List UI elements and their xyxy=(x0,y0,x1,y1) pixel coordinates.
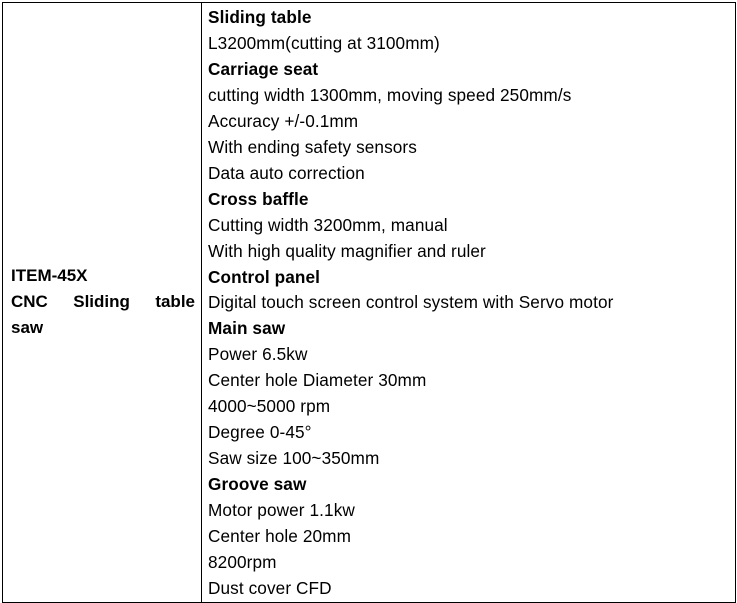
spec-item: Center hole Diameter 30mm xyxy=(208,370,427,391)
spec-item: Center hole 20mm xyxy=(208,526,351,547)
spec-item: Accuracy +/-0.1mm xyxy=(208,110,359,131)
spec-section-heading: Cross baffle xyxy=(208,188,309,209)
spec-list xyxy=(208,5,735,602)
item-title: CNC Sliding table xyxy=(11,292,195,312)
item-title-continued: saw xyxy=(11,318,44,338)
spec-list-cell xyxy=(202,3,736,603)
item-name-cell xyxy=(3,3,202,603)
spec-item: Dust cover CFD xyxy=(208,577,332,598)
spec-table xyxy=(2,2,736,603)
item-code: ITEM-45X xyxy=(11,266,88,286)
spec-item: 8200rpm xyxy=(208,552,277,573)
spec-item: Cutting width 3200mm, manual xyxy=(208,214,448,235)
spec-item: Digital touch screen control system with Servo motor xyxy=(208,292,614,313)
table-row xyxy=(3,3,736,603)
spec-item: Power 6.5kw xyxy=(208,344,308,365)
spec-item: Motor power 1.1kw xyxy=(208,500,355,521)
spec-section-heading: Control panel xyxy=(208,266,321,287)
spec-section-heading: Main saw xyxy=(208,318,286,339)
spec-section-heading: Carriage seat xyxy=(208,58,319,79)
spec-item: With ending safety sensors xyxy=(208,136,417,157)
spec-section-heading: Groove saw xyxy=(208,474,307,495)
spec-item: cutting width 1300mm, moving speed 250mm/s xyxy=(208,84,572,105)
spec-item: Saw size 100~350mm xyxy=(208,448,380,469)
spec-item: With high quality magnifier and ruler xyxy=(208,240,486,261)
spec-item: 4000~5000 rpm xyxy=(208,396,331,417)
spec-item: Degree 0-45° xyxy=(208,422,312,443)
spec-section-heading: Sliding table xyxy=(208,7,312,27)
spec-item: Data auto correction xyxy=(208,162,365,183)
spec-item: L3200mm(cutting at 3100mm) xyxy=(208,32,440,53)
